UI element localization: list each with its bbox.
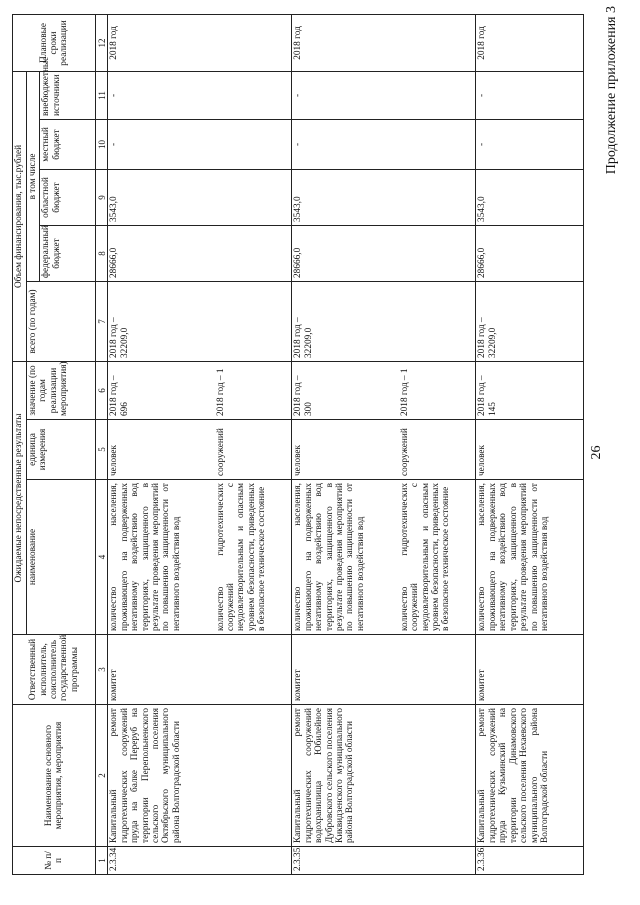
header-result-value: значение (по годам реализации мероприятия) bbox=[27, 361, 96, 419]
row-num: 2.3.35. bbox=[292, 847, 476, 875]
table-row bbox=[476, 14, 584, 874]
row-federal: 28666,0 bbox=[292, 225, 476, 281]
row-unit-1: человек bbox=[108, 420, 215, 480]
row-value-1: 2018 год – 696 bbox=[108, 361, 215, 419]
row-result-1: количество населения, проживающего на подверженных негативному воздействию вод территориях, защищенного в результате проведения мероприятий по повышению защищенности от негативного воздействия вод bbox=[108, 480, 215, 635]
row-executor: комитет bbox=[292, 635, 476, 705]
column-number: 3 bbox=[96, 635, 108, 705]
row-name: Капитальный ремонт гидротехнических сооружений пруда на балке Переруб на территории Перепольненского сельского поселения Октябрьского муниципального района Волгоградской области bbox=[108, 705, 292, 847]
column-number: 8 bbox=[96, 225, 108, 281]
row-num: 2.3.34. bbox=[108, 847, 292, 875]
row-unit-1: человек bbox=[292, 420, 399, 480]
row-total: 2018 год – 32209,0 bbox=[108, 281, 292, 361]
table-row bbox=[292, 14, 399, 874]
row-value-2: 2018 год – 1 bbox=[215, 361, 292, 419]
row-terms: 2018 год bbox=[292, 14, 476, 71]
page-caption: Продолжение приложения 3 bbox=[604, 6, 619, 175]
row-result-2: количество гидротехнических сооружений с неудовлетворительным и опасным уровнем безопасности, приведенных в безопасное техническое состояние bbox=[215, 480, 292, 635]
column-number: 12 bbox=[96, 14, 108, 71]
column-number: 2 bbox=[96, 705, 108, 847]
header-local: местный бюджет bbox=[40, 119, 96, 169]
row-extrabudget: - bbox=[292, 71, 476, 119]
row-total: 2018 год – 32209,0 bbox=[292, 281, 476, 361]
header-funding-group: Объем финансирования, тыс.рублей bbox=[13, 71, 27, 361]
row-local: - bbox=[476, 119, 584, 169]
column-number: 11 bbox=[96, 71, 108, 119]
row-federal: 28666,0 bbox=[108, 225, 292, 281]
header-result-name: наименование bbox=[27, 480, 96, 635]
row-result-1: количество населения, проживающего на подверженных негативному воздействию вод территориях, защищенного в результате проведения мероприятий по повышению защищенности от негативного воздействия вод bbox=[292, 480, 399, 635]
row-total: 2018 год – 32209,0 bbox=[476, 281, 584, 361]
header-num: № п/п bbox=[13, 847, 96, 875]
column-number: 9 bbox=[96, 169, 108, 225]
row-value-1: 2018 год – 145 bbox=[476, 361, 584, 419]
row-num: 2.3.36. bbox=[476, 847, 584, 875]
row-executor: комитет bbox=[476, 635, 584, 705]
row-regional: 3543,0 bbox=[108, 169, 292, 225]
row-regional: 3543,0 bbox=[292, 169, 476, 225]
row-result-1: количество населения, проживающего на подверженных негативному воздействию вод территориях, защищенного в результате проведения мероприятий по повышению защищенности от негативного воздействия вод bbox=[476, 480, 584, 635]
row-local: - bbox=[292, 119, 476, 169]
header-results-group: Ожидаемые непосредственные результаты bbox=[13, 361, 27, 634]
row-name: Капитальный ремонт гидротехнических сооружений пруда Кузьминский на территории Динамовского сельского поселения Нехаевского муниципального района Волгоградской области bbox=[476, 705, 584, 847]
row-federal: 28666,0 bbox=[476, 225, 584, 281]
row-extrabudget: - bbox=[108, 71, 292, 119]
row-value-1: 2018 год – 300 bbox=[292, 361, 399, 419]
column-number: 5 bbox=[96, 420, 108, 480]
page-number: 26 bbox=[589, 445, 604, 460]
row-terms: 2018 год bbox=[108, 14, 292, 71]
program-table bbox=[12, 14, 584, 875]
header-federal: федеральный бюджет bbox=[40, 225, 96, 281]
row-unit-2: сооружений bbox=[215, 420, 292, 480]
table-row bbox=[108, 14, 215, 874]
column-number: 1 bbox=[96, 847, 108, 875]
row-name: Капитальный ремонт гидротехнических сооружений водохранилища Юбилейное Дубровского сельского поселения Киквидзенского муниципального района Волгоградской области bbox=[292, 705, 476, 847]
header-executor: Ответственный исполнитель, соисполнитель государственной программы bbox=[13, 635, 96, 705]
column-number: 10 bbox=[96, 119, 108, 169]
header-total: всего (по годам) bbox=[27, 281, 96, 361]
row-unit-1: человек bbox=[476, 420, 584, 480]
column-number: 7 bbox=[96, 281, 108, 361]
column-number: 4 bbox=[96, 480, 108, 635]
row-value-2: 2018 год – 1 bbox=[399, 361, 476, 419]
row-terms: 2018 год bbox=[476, 14, 584, 71]
column-number: 6 bbox=[96, 361, 108, 419]
header-including: в том числе bbox=[27, 71, 40, 281]
header-extrabudget: внебюджетные источники bbox=[40, 71, 96, 119]
row-extrabudget: - bbox=[476, 71, 584, 119]
header-regional: областной бюджет bbox=[40, 169, 96, 225]
header-terms: Плановые сроки реализации bbox=[13, 14, 96, 71]
row-executor: комитет bbox=[108, 635, 292, 705]
row-regional: 3543,0 bbox=[476, 169, 584, 225]
row-local: - bbox=[108, 119, 292, 169]
header-result-unit: единица измерения bbox=[27, 420, 96, 480]
row-result-2: количество гидротехнических сооружений с неудовлетворительным и опасным уровнем безопасности, приведенных в безопасное техническое состояние bbox=[399, 480, 476, 635]
row-unit-2: сооружений bbox=[399, 420, 476, 480]
header-name: Наименование основного мероприятия, мероприятия bbox=[13, 705, 96, 847]
